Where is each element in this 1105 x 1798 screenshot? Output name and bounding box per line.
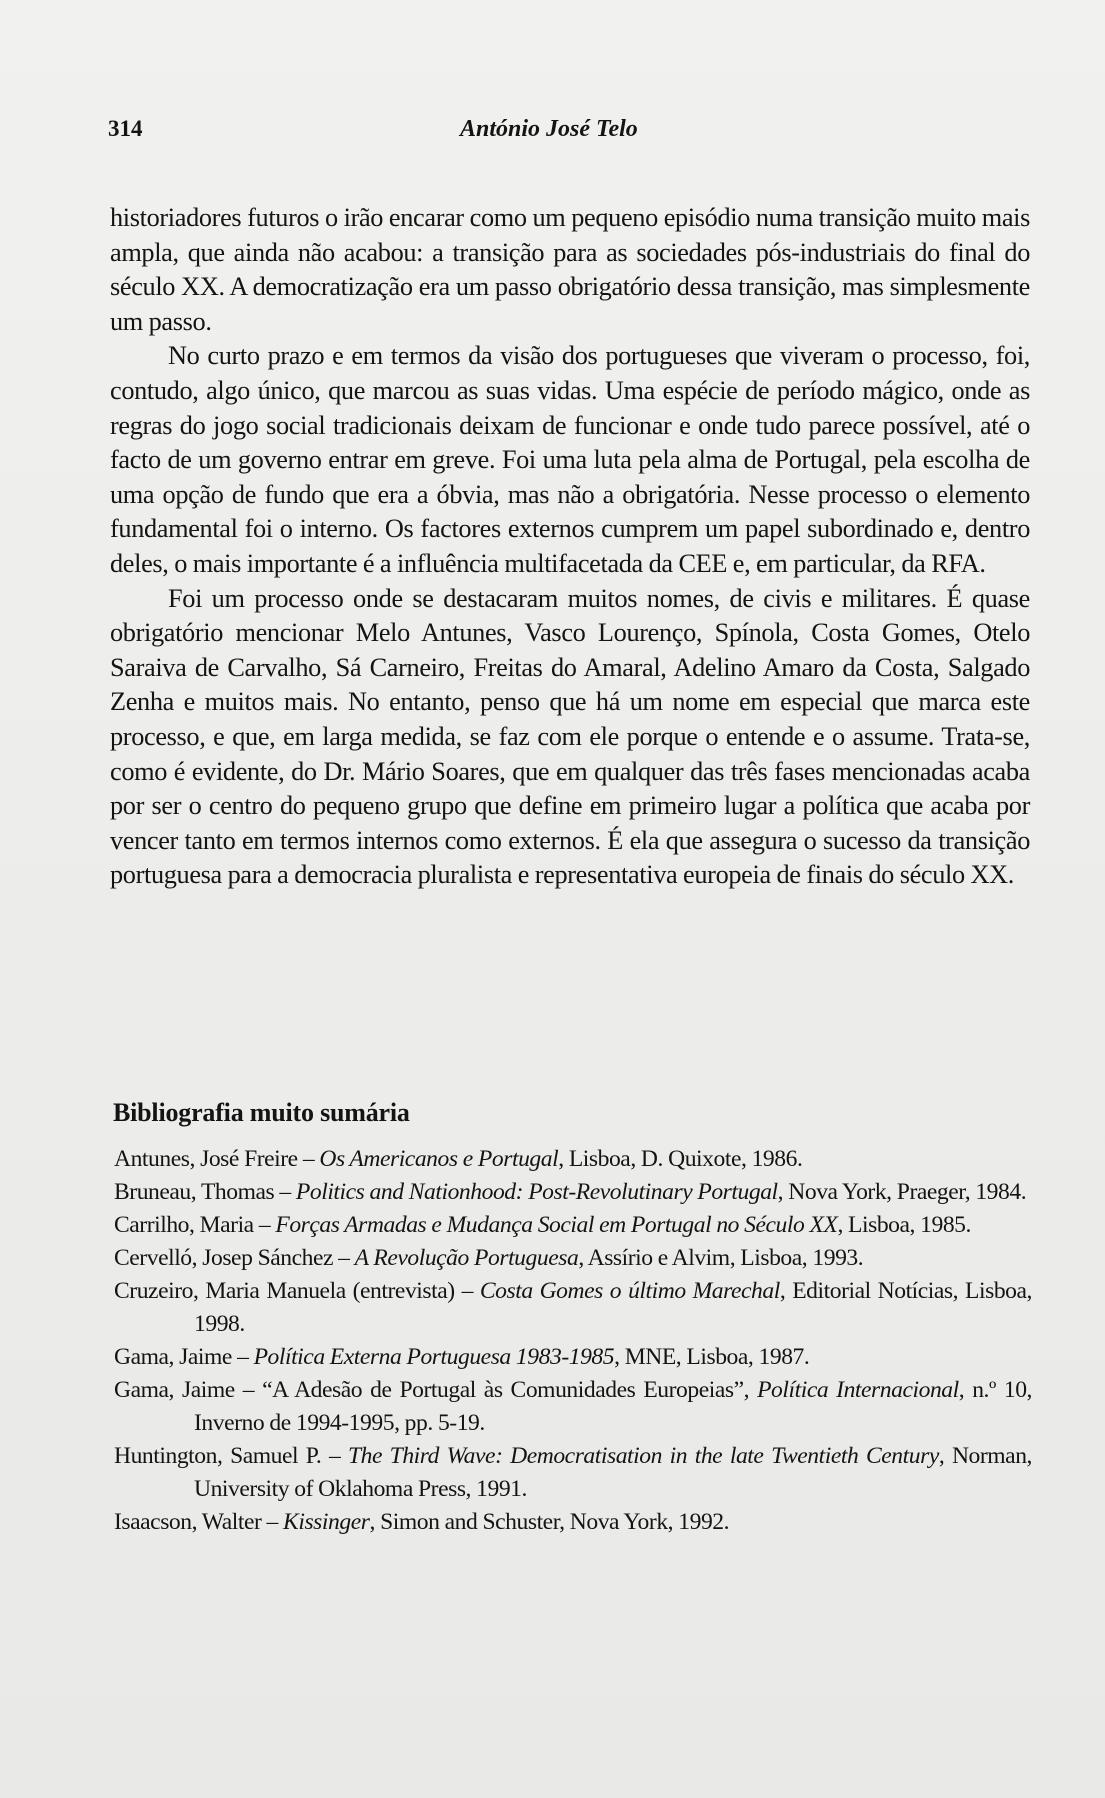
bibliography-entry	[114, 1176, 1032, 1209]
entry-author: Gama, Jaime – “A Adesão de Portugal às Comunidades Europeias”,	[114, 1377, 758, 1403]
bibliography-entry	[114, 1275, 1032, 1341]
entry-publication: , n.º 10, Inverno de 1994-1995, pp. 5-19.	[194, 1377, 1032, 1436]
entry-title: Forças Armadas e Mudança Social em Portugal no Século XX	[275, 1212, 838, 1238]
entry-title: Costa Gomes o último Marechal	[479, 1278, 780, 1304]
paragraph: No curto prazo e em termos da visão dos portugueses que viveram o processo, foi, contudo, algo único, que marcou as suas vidas. Uma espécie de período mágico, onde as regras do jogo social tradicionais deixam de funcionar e onde tudo parece possível, até o facto de um governo entrar em greve. Foi uma luta pela alma de Portugal, pela escolha de uma opção de fundo que era a óbvia, mas não a obrigatória. Nesse processo o elemento fundamental foi o interno. Os factores externos cumprem um papel subordinado e, dentro deles, o mais importante é a influência multifacetada da CEE e, em particular, da RFA.	[110, 341, 1030, 578]
paragraph-continuation: historiadores futuros o irão encarar como um pequeno episódio numa transição muito mais ampla, que ainda não acabou: a transição para as sociedades pós-industriais do final do século XX. A democratização era um passo obrigatório dessa transição, mas simplesmente um passo.	[110, 203, 1030, 336]
entry-publication: , Lisboa, D. Quixote, 1986.	[558, 1146, 803, 1172]
entry-publication: , Nova York, Praeger, 1984.	[777, 1179, 1027, 1205]
entry-publication: , Lisboa, 1985.	[837, 1212, 971, 1238]
entry-title: Kissinger	[283, 1509, 370, 1535]
entry-title: Os Americanos e Portugal	[319, 1146, 559, 1172]
entry-title: Politics and Nationhood: Post-Revolutinary Portugal	[295, 1179, 778, 1205]
body-text	[110, 201, 1030, 893]
bibliography-entry	[114, 1374, 1032, 1440]
bibliography-entry	[114, 1506, 1032, 1539]
paragraph: Foi um processo onde se destacaram muitos nomes, de civis e militares. É quase obrigatório mencionar Melo Antunes, Vasco Lourenço, Spínola, Costa Gomes, Otelo Saraiva de Carvalho, Sá Carneiro, Freitas do Amaral, Adelino Amaro da Costa, Salgado Zenha e muitos mais. No entanto, penso que há um nome em especial que marca este processo, e que, em larga medida, se faz com ele porque o entende e o assume. Trata-se, como é evidente, do Dr. Mário Soares, que em qualquer das três fases mencionadas acaba por ser o centro do pequeno grupo que define em primeiro lugar a política que acaba por vencer tanto em termos internos como externos. É ela que assegura o sucesso da transição portuguesa para a democracia pluralista e representativa europeia de finais do século XX.	[110, 583, 1030, 890]
bibliography-entry	[114, 1440, 1032, 1506]
bibliography-entry	[114, 1341, 1032, 1374]
entry-publication: , Simon and Schuster, Nova York, 1992.	[369, 1509, 730, 1535]
entry-author: Bruneau, Thomas –	[114, 1179, 296, 1205]
entry-title: Política Internacional	[757, 1377, 959, 1403]
entry-title: A Revolução Portuguesa	[354, 1245, 579, 1271]
entry-author: Cruzeiro, Maria Manuela (entrevista) –	[114, 1278, 480, 1304]
entry-title: The Third Wave: Democratisation in the late Twentieth Century	[347, 1443, 939, 1469]
page-number: 314	[108, 116, 143, 141]
running-head-author: António José Telo	[460, 116, 638, 142]
bibliography-entry	[114, 1209, 1032, 1242]
entry-author: Carrilho, Maria –	[114, 1212, 276, 1238]
entry-author: Isaacson, Walter –	[114, 1509, 284, 1535]
entry-author: Cervelló, Josep Sánchez –	[114, 1245, 355, 1271]
entry-publication: , Editorial Notícias, Lisboa, 1998.	[194, 1278, 1032, 1337]
bibliography-heading: Bibliografia muito sumária	[113, 1098, 410, 1127]
entry-publication: , Assírio e Alvim, Lisboa, 1993.	[578, 1245, 864, 1271]
entry-publication: , MNE, Lisboa, 1987.	[614, 1344, 810, 1370]
entry-publication: , Norman, University of Oklahoma Press, 1991.	[194, 1443, 1033, 1502]
bibliography-entry	[114, 1143, 1032, 1176]
entry-author: Antunes, José Freire –	[114, 1146, 320, 1172]
running-head	[108, 116, 1038, 146]
entry-author: Huntington, Samuel P. –	[114, 1443, 348, 1469]
entry-author: Gama, Jaime –	[114, 1344, 254, 1370]
bibliography-list	[114, 1143, 1032, 1539]
entry-title: Política Externa Portuguesa 1983-1985	[253, 1344, 615, 1370]
bibliography-entry	[114, 1242, 1032, 1275]
